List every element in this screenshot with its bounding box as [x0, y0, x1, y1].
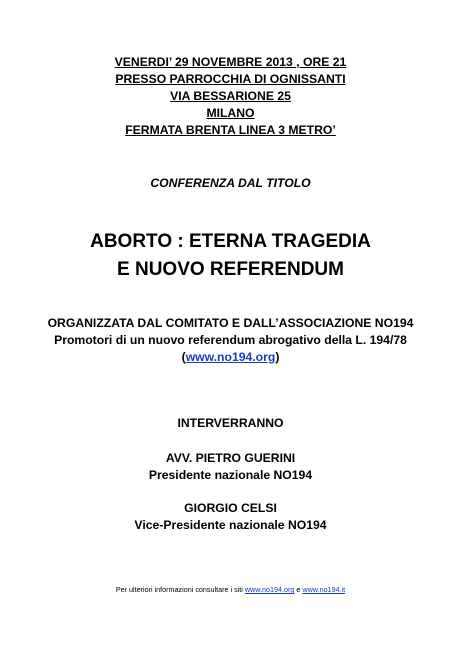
- speaker-name: GIORGIO CELSI: [184, 501, 277, 515]
- footer-info: [0, 585, 461, 595]
- organizer-line: ORGANIZZATA DAL COMITATO E DALL’ASSOCIAZIONE NO194: [47, 316, 414, 330]
- footer-link-it[interactable]: www.no194.it: [302, 585, 346, 594]
- event-city: MILANO: [206, 106, 255, 120]
- website-link[interactable]: www.no194.org: [185, 350, 276, 364]
- speaker-name: AVV. PIETRO GUERINI: [165, 451, 296, 465]
- website-line: [0, 350, 461, 365]
- paren-close: ): [275, 350, 280, 364]
- conference-title-line2: E NUOVO REFERENDUM: [117, 259, 344, 280]
- event-address: VIA BESSARIONE 25: [170, 89, 291, 103]
- paren-open: (: [181, 350, 186, 364]
- promoters-line: Promotori di un nuovo referendum abrogativo della L. 194/78: [54, 333, 407, 347]
- conference-subtitle: CONFERENZA DAL TITOLO: [150, 176, 311, 190]
- speakers-heading: INTERVERRANNO: [177, 416, 284, 430]
- speaker-role: Vice-Presidente nazionale NO194: [134, 518, 327, 532]
- footer-text: Per ulteriori informazioni consultare i siti: [115, 585, 245, 594]
- conference-title-line1: ABORTO : ETERNA TRAGEDIA: [90, 231, 371, 252]
- event-venue: PRESSO PARROCCHIA DI OGNISSANTI: [115, 72, 346, 86]
- footer-link-org[interactable]: www.no194.org: [244, 585, 295, 594]
- footer-joiner: e: [294, 585, 303, 594]
- event-metro-stop: FERMATA BRENTA LINEA 3 METRO’: [125, 123, 336, 137]
- speaker-role: Presidente nazionale NO194: [148, 468, 313, 482]
- event-date: VENERDI’ 29 NOVEMBRE 2013 , ORE 21: [114, 55, 347, 69]
